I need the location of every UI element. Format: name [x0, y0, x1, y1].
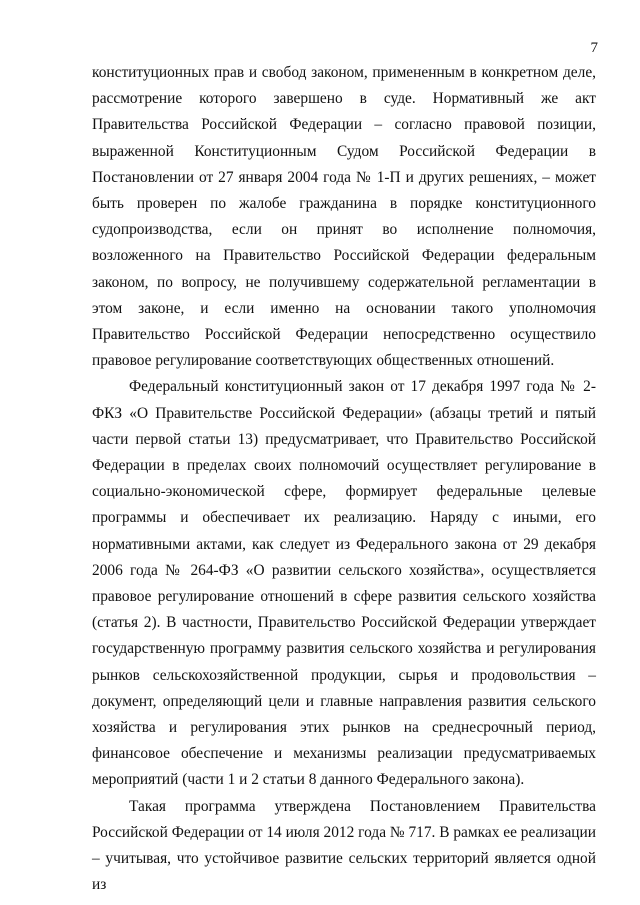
- page-number: 7: [590, 40, 598, 56]
- paragraph-3: Такая программа утверждена Постановлением Правительства Российской Федерации от 14 июля 2012 года № 717. В рамках ее реализации – учитывая, что устойчивое развитие сельских территорий является одной из: [92, 797, 596, 894]
- paragraph-2: Федеральный конституционный закон от 17 декабря 1997 года № 2-ФКЗ «О Правительстве Российской Федерации» (абзацы третий и пятый части первой статьи 13) предусматривает, что Правительство Российской Федерации в пределах своих полномочий осуществляет регулирование в социально-экономической сфере, формирует федеральные целевые программы и обеспечивает их реализацию. Наряду с иными, его нормативными актами, как следует из Федерального закона от 29 декабря 2006 года № 264-ФЗ «О развитии сельского хозяйства», осуществляется правовое регулирование отношений в сфере развития сельского хозяйства (статья 2). В частности, Правительство Российской Федерации утверждает государственную программу развития сельского хозяйства и регулирования рынков сельскохозяйственной продукции, сырья и продовольствия – документ, определяющий цели и главные направления развития сельского хозяйства и регулирования этих рынков на среднесрочный период, финансовое обеспечение и механизмы реализации предусматриваемых мероприятий (части 1 и 2 статьи 8 данного Федерального закона).: [92, 378, 596, 789]
- document-body: [92, 60, 596, 899]
- paragraph-1: конституционных прав и свобод законом, примененным в конкретном деле, рассмотрение которого завершено в суде. Нормативный же акт Правительства Российской Федерации – согласно правовой позиции, выраженной Конституционным Судом Российской Федерации в Постановлении от 27 января 2004 года № 1-П и других решениях, – может быть проверен по жалобе гражданина в порядке конституционного судопроизводства, если он принят во исполнение полномочия, возложенного на Правительство Российской Федерации федеральным законом, по вопросу, не получившему содержательной регламентации в этом законе, и если именно на основании такого уполномочия Правительство Российской Федерации непосредственно осуществило правовое регулирование соответствующих общественных отношений.: [92, 64, 596, 370]
